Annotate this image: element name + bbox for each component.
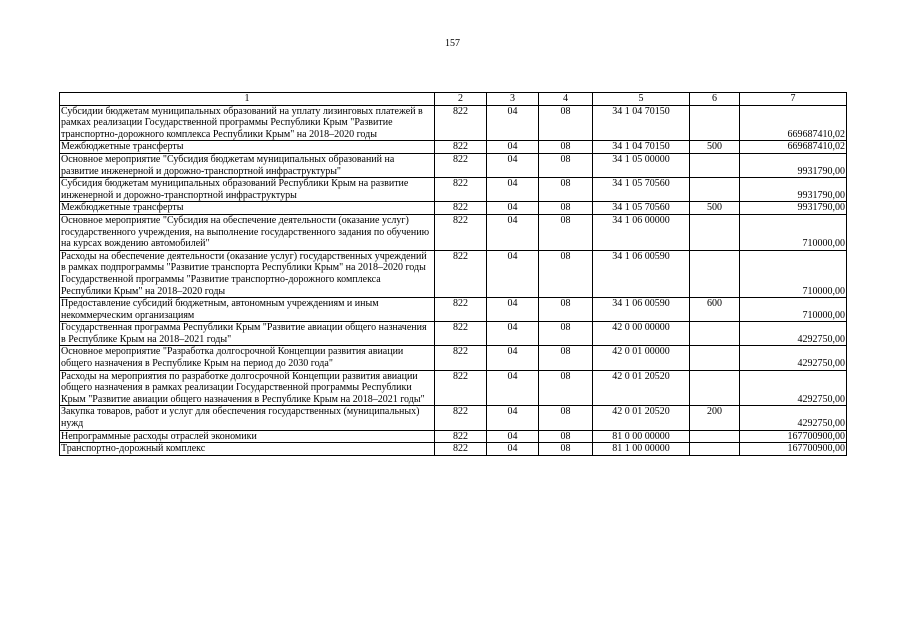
row-expense-type-cell bbox=[690, 250, 740, 297]
row-target-article-cell: 34 1 05 70560 bbox=[593, 202, 690, 215]
row-target-article-cell: 42 0 00 00000 bbox=[593, 322, 690, 346]
row-subsection-cell: 08 bbox=[539, 214, 593, 250]
row-subsection-cell: 08 bbox=[539, 153, 593, 177]
row-expense-type-cell: 200 bbox=[690, 406, 740, 430]
row-amount-cell: 669687410,02 bbox=[740, 105, 847, 141]
table-row bbox=[60, 105, 847, 141]
row-target-article-cell: 42 0 01 00000 bbox=[593, 346, 690, 370]
row-target-article-cell: 34 1 05 00000 bbox=[593, 153, 690, 177]
row-expense-type-cell: 500 bbox=[690, 202, 740, 215]
row-target-article-cell: 42 0 01 20520 bbox=[593, 406, 690, 430]
row-amount-cell: 4292750,00 bbox=[740, 346, 847, 370]
row-subsection-cell: 08 bbox=[539, 105, 593, 141]
row-amount-cell: 9931790,00 bbox=[740, 202, 847, 215]
row-section-cell: 04 bbox=[487, 443, 539, 456]
header-cell: 4 bbox=[539, 93, 593, 106]
row-section-cell: 04 bbox=[487, 141, 539, 154]
row-amount-cell: 710000,00 bbox=[740, 298, 847, 322]
row-subsection-cell: 08 bbox=[539, 178, 593, 202]
row-subsection-cell: 08 bbox=[539, 370, 593, 406]
row-name-cell: Транспортно-дорожный комплекс bbox=[60, 443, 435, 456]
row-expense-type-cell bbox=[690, 214, 740, 250]
row-name-cell: Межбюджетные трансферты bbox=[60, 141, 435, 154]
row-amount-cell: 669687410,02 bbox=[740, 141, 847, 154]
row-target-article-cell: 34 1 04 70150 bbox=[593, 105, 690, 141]
row-name-cell: Расходы на мероприятия по разработке долгосрочной Концепции развития авиации общего назначения в рамках реализации Государственной программы Республики Крым "Развитие авиации общего назначения в Республике Крым на 2018–2021 годы" bbox=[60, 370, 435, 406]
row-subsection-cell: 08 bbox=[539, 443, 593, 456]
row-expense-type-cell bbox=[690, 346, 740, 370]
header-cell: 7 bbox=[740, 93, 847, 106]
row-section-cell: 04 bbox=[487, 322, 539, 346]
table-row bbox=[60, 406, 847, 430]
row-target-article-cell: 81 1 00 00000 bbox=[593, 443, 690, 456]
row-code-cell: 822 bbox=[435, 178, 487, 202]
row-code-cell: 822 bbox=[435, 105, 487, 141]
row-code-cell: 822 bbox=[435, 153, 487, 177]
table-row bbox=[60, 322, 847, 346]
row-name-cell: Основное мероприятие "Субсидия на обеспечение деятельности (оказание услуг) государственного учреждения, на выполнение государственного задания по обучению на курсах вождению автомобилей" bbox=[60, 214, 435, 250]
row-expense-type-cell bbox=[690, 370, 740, 406]
table-row bbox=[60, 178, 847, 202]
table-row bbox=[60, 202, 847, 215]
row-expense-type-cell bbox=[690, 443, 740, 456]
row-name-cell: Расходы на обеспечение деятельности (оказание услуг) государственных учреждений в рамках подпрограммы "Развитие транспорта Республики Крым" на 2018–2020 годы Государственной программы "Развитие транспортно-дорожного комплекса Республики Крым" на 2018–2020 годы bbox=[60, 250, 435, 297]
row-amount-cell: 710000,00 bbox=[740, 214, 847, 250]
row-code-cell: 822 bbox=[435, 250, 487, 297]
row-section-cell: 04 bbox=[487, 346, 539, 370]
header-cell: 6 bbox=[690, 93, 740, 106]
row-name-cell: Основное мероприятие "Субсидия бюджетам муниципальных образований на развитие инженерной и дорожно-транспортной инфраструктуры" bbox=[60, 153, 435, 177]
row-section-cell: 04 bbox=[487, 105, 539, 141]
row-name-cell: Закупка товаров, работ и услуг для обеспечения государственных (муниципальных) нужд bbox=[60, 406, 435, 430]
table-row bbox=[60, 214, 847, 250]
row-section-cell: 04 bbox=[487, 430, 539, 443]
row-target-article-cell: 34 1 05 70560 bbox=[593, 178, 690, 202]
row-name-cell: Основное мероприятие "Разработка долгосрочной Концепции развития авиации общего назначения в Республике Крым на период до 2030 года" bbox=[60, 346, 435, 370]
row-code-cell: 822 bbox=[435, 406, 487, 430]
header-cell: 5 bbox=[593, 93, 690, 106]
row-code-cell: 822 bbox=[435, 214, 487, 250]
row-name-cell: Государственная программа Республики Крым "Развитие авиации общего назначения в Республике Крым на 2018–2021 годы" bbox=[60, 322, 435, 346]
row-code-cell: 822 bbox=[435, 430, 487, 443]
row-expense-type-cell bbox=[690, 153, 740, 177]
table-row bbox=[60, 298, 847, 322]
row-amount-cell: 4292750,00 bbox=[740, 406, 847, 430]
row-expense-type-cell bbox=[690, 322, 740, 346]
row-code-cell: 822 bbox=[435, 202, 487, 215]
row-amount-cell: 167700900,00 bbox=[740, 430, 847, 443]
row-subsection-cell: 08 bbox=[539, 406, 593, 430]
row-subsection-cell: 08 bbox=[539, 250, 593, 297]
row-section-cell: 04 bbox=[487, 214, 539, 250]
row-subsection-cell: 08 bbox=[539, 202, 593, 215]
row-target-article-cell: 34 1 06 00000 bbox=[593, 214, 690, 250]
row-amount-cell: 9931790,00 bbox=[740, 153, 847, 177]
row-subsection-cell: 08 bbox=[539, 430, 593, 443]
row-code-cell: 822 bbox=[435, 443, 487, 456]
row-code-cell: 822 bbox=[435, 322, 487, 346]
row-expense-type-cell: 500 bbox=[690, 141, 740, 154]
row-subsection-cell: 08 bbox=[539, 298, 593, 322]
row-target-article-cell: 34 1 06 00590 bbox=[593, 298, 690, 322]
row-section-cell: 04 bbox=[487, 250, 539, 297]
row-section-cell: 04 bbox=[487, 298, 539, 322]
table-row bbox=[60, 430, 847, 443]
row-amount-cell: 4292750,00 bbox=[740, 370, 847, 406]
row-subsection-cell: 08 bbox=[539, 322, 593, 346]
row-expense-type-cell bbox=[690, 178, 740, 202]
row-name-cell: Непрограммные расходы отраслей экономики bbox=[60, 430, 435, 443]
table-row bbox=[60, 346, 847, 370]
row-target-article-cell: 42 0 01 20520 bbox=[593, 370, 690, 406]
row-amount-cell: 4292750,00 bbox=[740, 322, 847, 346]
row-amount-cell: 9931790,00 bbox=[740, 178, 847, 202]
row-expense-type-cell bbox=[690, 430, 740, 443]
row-expense-type-cell bbox=[690, 105, 740, 141]
row-expense-type-cell: 600 bbox=[690, 298, 740, 322]
row-code-cell: 822 bbox=[435, 346, 487, 370]
row-amount-cell: 167700900,00 bbox=[740, 443, 847, 456]
row-code-cell: 822 bbox=[435, 370, 487, 406]
table-row bbox=[60, 250, 847, 297]
row-section-cell: 04 bbox=[487, 202, 539, 215]
row-section-cell: 04 bbox=[487, 370, 539, 406]
row-code-cell: 822 bbox=[435, 141, 487, 154]
row-name-cell: Предоставление субсидий бюджетным, автономным учреждениям и иным некоммерческим организациям bbox=[60, 298, 435, 322]
row-subsection-cell: 08 bbox=[539, 346, 593, 370]
table-header-row bbox=[60, 93, 847, 106]
row-code-cell: 822 bbox=[435, 298, 487, 322]
header-cell: 1 bbox=[60, 93, 435, 106]
table-row bbox=[60, 370, 847, 406]
row-subsection-cell: 08 bbox=[539, 141, 593, 154]
row-amount-cell: 710000,00 bbox=[740, 250, 847, 297]
header-cell: 2 bbox=[435, 93, 487, 106]
row-section-cell: 04 bbox=[487, 178, 539, 202]
row-target-article-cell: 81 0 00 00000 bbox=[593, 430, 690, 443]
row-name-cell: Субсидии бюджетам муниципальных образований на уплату лизинговых платежей в рамках реализации Государственной программы Республики Крым "Развитие транспортно-дорожного комплекса Республики Крым" на 2018–2020 годы bbox=[60, 105, 435, 141]
table-row bbox=[60, 443, 847, 456]
row-name-cell: Межбюджетные трансферты bbox=[60, 202, 435, 215]
row-section-cell: 04 bbox=[487, 406, 539, 430]
page-number: 157 bbox=[445, 38, 460, 49]
budget-table bbox=[59, 92, 847, 456]
row-target-article-cell: 34 1 06 00590 bbox=[593, 250, 690, 297]
row-target-article-cell: 34 1 04 70150 bbox=[593, 141, 690, 154]
table-row bbox=[60, 141, 847, 154]
row-name-cell: Субсидия бюджетам муниципальных образований Республики Крым на развитие инженерной и дорожно-транспортной инфраструктуры bbox=[60, 178, 435, 202]
header-cell: 3 bbox=[487, 93, 539, 106]
table-row bbox=[60, 153, 847, 177]
row-section-cell: 04 bbox=[487, 153, 539, 177]
